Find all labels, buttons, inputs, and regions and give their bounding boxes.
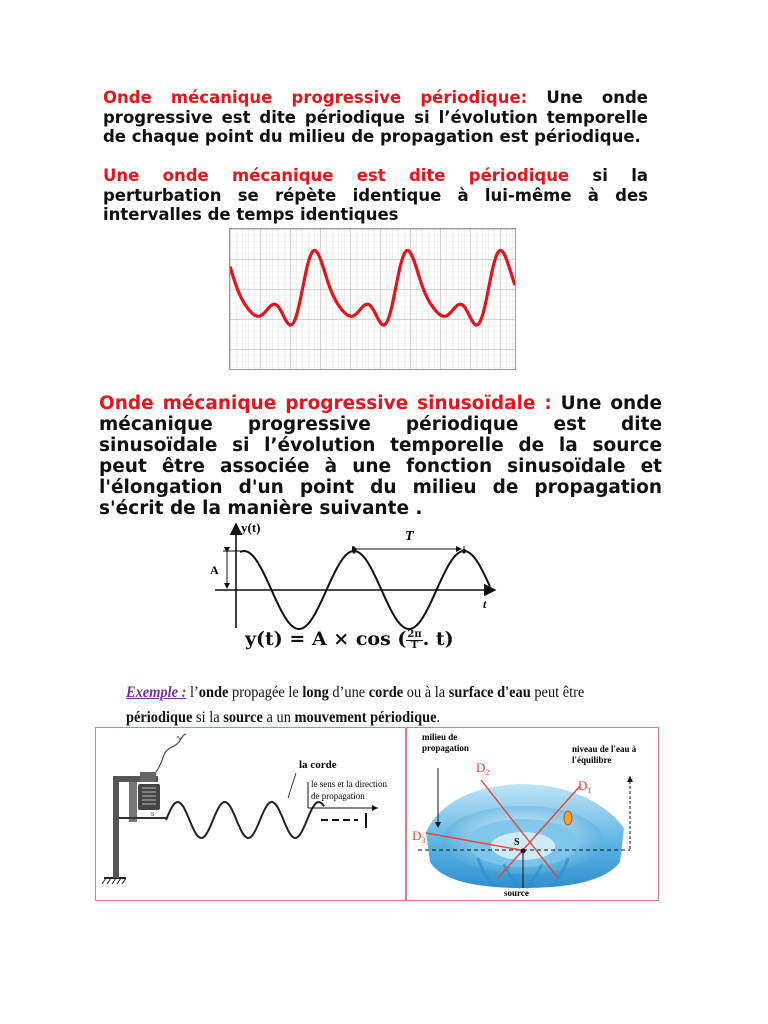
t-axis-label: t [483, 597, 487, 611]
crest-point-1 [352, 549, 356, 553]
sinusoidal-graph-svg [205, 520, 505, 630]
formula-fraction [406, 630, 422, 651]
formula-lhs: y(t) = A × cos ( [245, 628, 407, 650]
rope-wave [166, 802, 324, 838]
periodic-wave-figure [229, 228, 516, 370]
figure-divider [405, 728, 407, 900]
paragraph-periodic-definition [103, 166, 648, 225]
formula-denominator: T [410, 639, 419, 651]
formula-rhs: . t) [422, 628, 454, 650]
text-sinusoidal-wave: Une onde mécanique progressive périodique est dite sinusoïdale si l’évolution temporelle de la source peut être associée à une fonction sinusoïdale et l'élongation d'un point du milieu de propagation s'écrit de la manière suivante . [99, 393, 662, 519]
source-label: source [504, 888, 529, 898]
rope-figure-svg [96, 728, 404, 900]
example-bold: source [223, 709, 263, 726]
text-periodic-definition: si la perturbation se répète identique à lui-même à des intervalles de temps identiques [103, 166, 648, 224]
milieu-label-2: propagation [422, 743, 469, 753]
cable-mark: ∿ [176, 734, 182, 742]
direction-label-1: le sens et la direction [311, 779, 387, 789]
example-figures [95, 727, 659, 901]
text-periodic-wave: Une onde progressive est dite périodique si l’évolution temporelle de chaque point du milieu de propagation est périodique. [103, 88, 648, 146]
example-text: . [436, 709, 441, 726]
water-figure-svg [408, 728, 658, 900]
rope-source-label: s [151, 809, 155, 818]
vibrator-stand [113, 780, 119, 878]
floating-cork [564, 811, 572, 825]
example-text: d’une [328, 684, 369, 701]
amplitude-label: A [210, 563, 219, 577]
label-s: S [514, 837, 520, 848]
grid-paper [230, 229, 515, 369]
y-axis-label: y(t) [241, 520, 261, 535]
rope-label: la corde [299, 759, 337, 771]
example-label: Exemple : [126, 684, 187, 701]
example-bold: mouvement périodique [294, 709, 437, 726]
heading-sinusoidal-wave: Onde mécanique progressive sinusoïdale : [99, 393, 552, 414]
example-paragraph [126, 680, 594, 730]
example-bold: surface d'eau [448, 684, 531, 701]
height-arrowhead [627, 776, 633, 782]
example-text: a un [262, 709, 295, 726]
niveau-label-2: l'équilibre [572, 755, 612, 765]
example-text: propagée le [228, 684, 303, 701]
period-label: T [405, 529, 414, 544]
heading-periodic-definition: Une onde mécanique est dite périodique [103, 166, 570, 185]
example-text: ou à la [403, 684, 449, 701]
periodic-wave-svg [230, 229, 515, 369]
paragraph-sinusoidal-wave [99, 393, 662, 519]
example-text: peut être [530, 684, 585, 701]
example-text: si la [192, 709, 224, 726]
niveau-label-1: niveau de l'eau à [572, 744, 637, 754]
label-d1: $D_1$ [578, 778, 592, 795]
example-bold: onde [198, 684, 229, 701]
water-figure [408, 728, 658, 900]
sine-formula [245, 628, 454, 651]
direction-arrowhead [372, 805, 378, 811]
example-bold: long [302, 684, 329, 701]
milieu-label-1: milieu de [422, 732, 458, 742]
rope-figure [96, 728, 404, 900]
example-bold: corde [368, 684, 404, 701]
example-bold: périodique [126, 709, 193, 726]
direction-label-2: de propagation [311, 791, 365, 801]
example-text: l’ [186, 684, 199, 701]
crest-point-2 [462, 549, 466, 553]
corde-pointer [288, 773, 296, 798]
label-d3: $D_3$ [412, 828, 426, 845]
vibrator-top [140, 772, 156, 782]
label-d2: $D_2$ [476, 760, 490, 777]
vibrator-rod [129, 782, 137, 822]
heading-periodic-wave: Onde mécanique progressive périodique: [103, 88, 528, 107]
paragraph-periodic-wave [103, 88, 648, 147]
formula-numerator: 2π [407, 628, 422, 640]
